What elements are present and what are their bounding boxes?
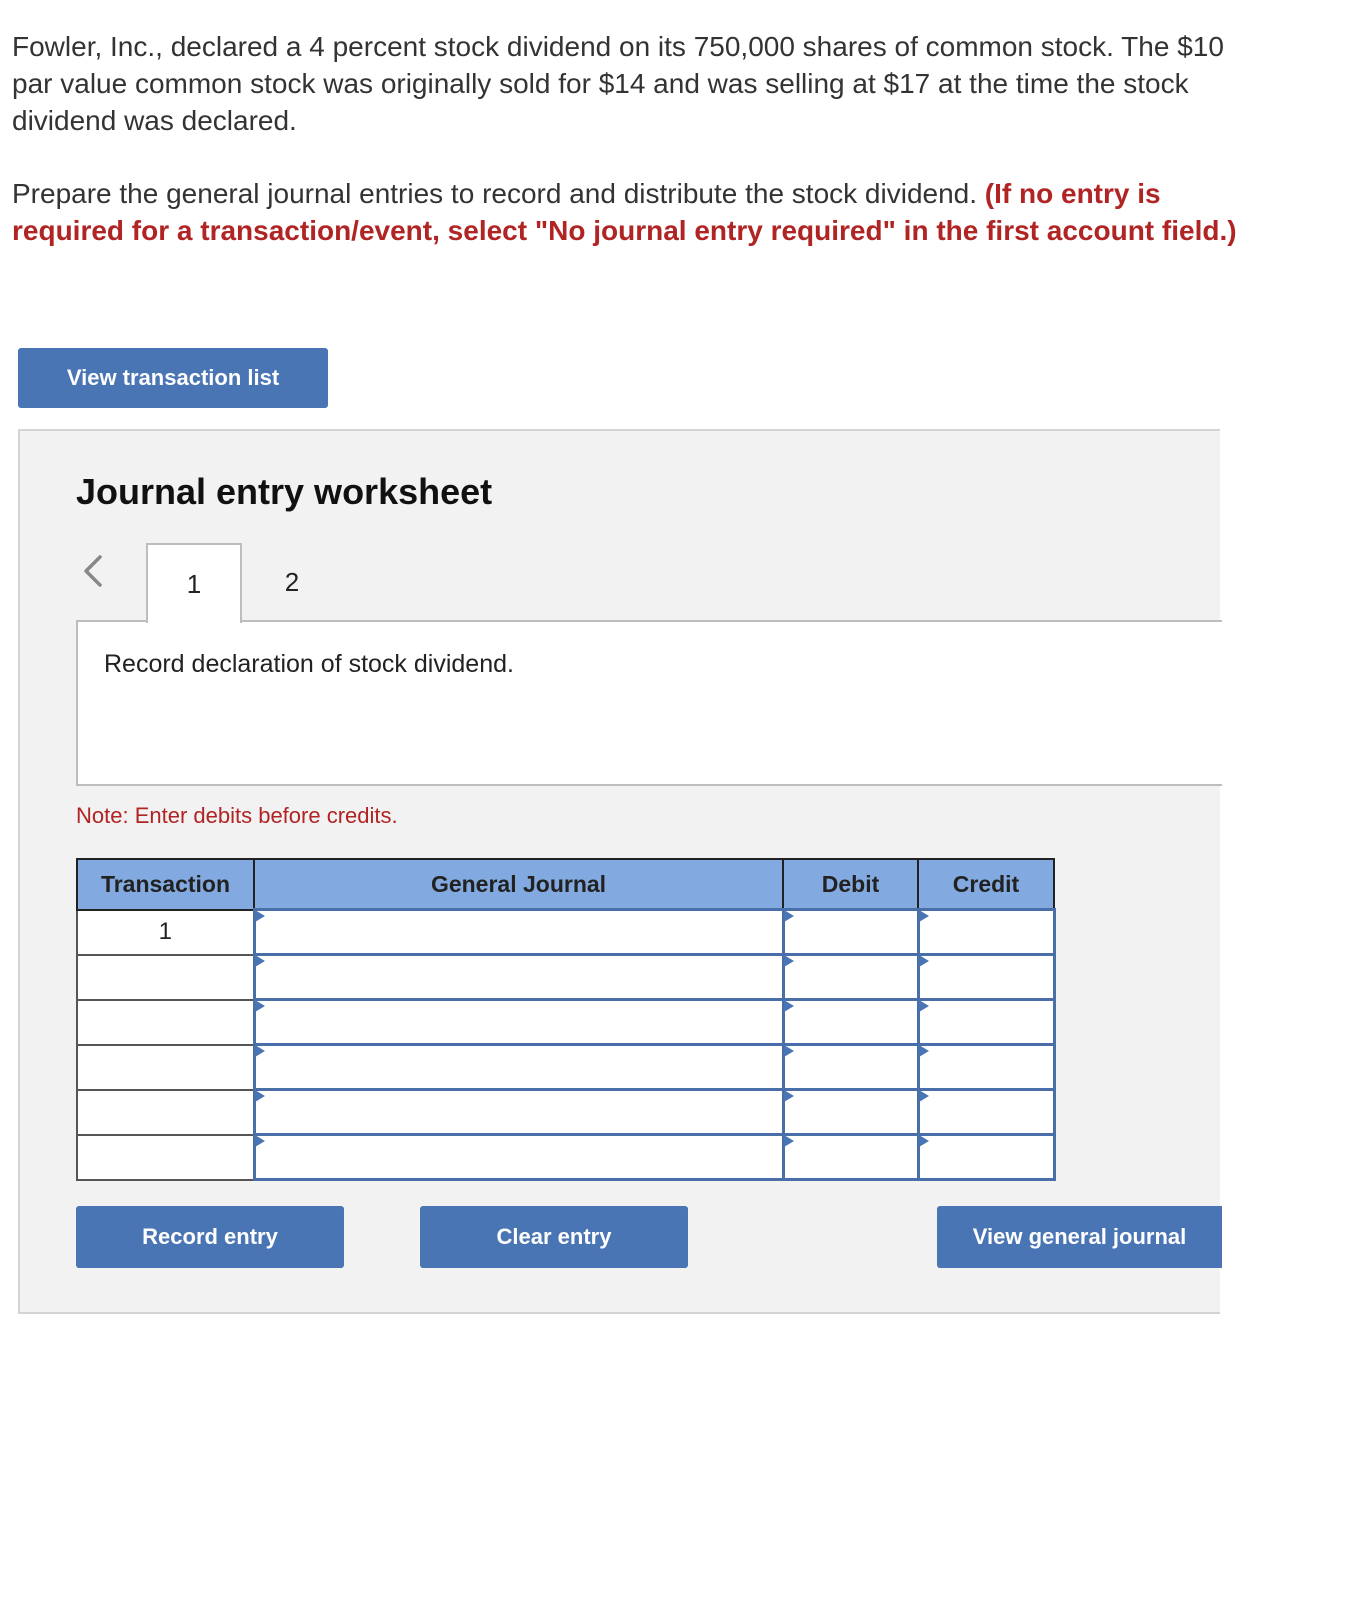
- credit-input[interactable]: [920, 1091, 1053, 1133]
- transaction-description: Record declaration of stock dividend.: [104, 650, 514, 678]
- table-row: [77, 910, 1054, 955]
- account-select[interactable]: [254, 1045, 783, 1090]
- dropdown-triangle-icon: [255, 955, 265, 967]
- tab-2[interactable]: 2: [284, 566, 300, 597]
- transaction-cell: [77, 955, 254, 1000]
- clear-entry-button[interactable]: Clear entry: [420, 1206, 688, 1268]
- debit-input[interactable]: [785, 956, 917, 998]
- record-entry-button[interactable]: Record entry: [76, 1206, 344, 1268]
- note-text: Note: Enter debits before credits.: [76, 803, 398, 828]
- header-credit: Credit: [918, 859, 1054, 910]
- debit-field[interactable]: [783, 1045, 918, 1090]
- account-input[interactable]: [256, 911, 782, 953]
- credit-field[interactable]: [918, 955, 1054, 1000]
- triangle-icon: [784, 955, 794, 967]
- triangle-icon: [919, 910, 929, 922]
- description-box: [76, 620, 1222, 786]
- account-select[interactable]: [254, 1090, 783, 1135]
- credit-field[interactable]: [918, 1090, 1054, 1135]
- account-input[interactable]: [256, 1136, 782, 1178]
- instructions-main: Prepare the general journal entries to record and distribute the stock dividend.: [12, 178, 985, 209]
- account-select[interactable]: [254, 1135, 783, 1180]
- account-select[interactable]: [254, 910, 783, 955]
- debit-input[interactable]: [785, 1001, 917, 1043]
- debit-field[interactable]: [783, 910, 918, 955]
- account-input[interactable]: [256, 1091, 782, 1133]
- view-general-journal-button[interactable]: View general journal: [937, 1206, 1222, 1268]
- table-row: [77, 1090, 1054, 1135]
- transaction-cell: [77, 1045, 254, 1090]
- chevron-left-icon[interactable]: [78, 553, 108, 589]
- table-row: [77, 1045, 1054, 1090]
- triangle-icon: [784, 1045, 794, 1057]
- credit-input[interactable]: [920, 956, 1053, 998]
- credit-field[interactable]: [918, 910, 1054, 955]
- dropdown-triangle-icon: [255, 1000, 265, 1012]
- transaction-cell: [77, 1090, 254, 1135]
- problem-text: Fowler, Inc., declared a 4 percent stock dividend on its 750,000 shares of common stock. The $10 par value common stock was originally sold for $14 and was selling at $17 at the time the stock dividend was declared.: [12, 31, 1224, 136]
- dropdown-triangle-icon: [255, 910, 265, 922]
- table-header-row: [77, 859, 1054, 910]
- account-select[interactable]: [254, 955, 783, 1000]
- account-input[interactable]: [256, 956, 782, 998]
- debit-field[interactable]: [783, 1090, 918, 1135]
- tab-1[interactable]: 1: [146, 543, 242, 623]
- credit-field[interactable]: [918, 1135, 1054, 1180]
- triangle-icon: [784, 1000, 794, 1012]
- triangle-icon: [784, 910, 794, 922]
- instructions-emphasis: (If no entry is required for a transaction/event, select "No journal entry required" in the first account field.): [12, 178, 1237, 246]
- journal-entry-worksheet: [18, 429, 1220, 1314]
- transaction-cell: 1: [77, 910, 254, 955]
- credit-field[interactable]: [918, 1045, 1054, 1090]
- debit-field[interactable]: [783, 1000, 918, 1045]
- dropdown-triangle-icon: [255, 1135, 265, 1147]
- debit-field[interactable]: [783, 955, 918, 1000]
- dropdown-triangle-icon: [255, 1045, 265, 1057]
- debit-input[interactable]: [785, 1136, 917, 1178]
- credit-field[interactable]: [918, 1000, 1054, 1045]
- dropdown-triangle-icon: [255, 1090, 265, 1102]
- triangle-icon: [919, 1090, 929, 1102]
- table-row: [77, 955, 1054, 1000]
- triangle-icon: [919, 1135, 929, 1147]
- credit-input[interactable]: [920, 1046, 1053, 1088]
- journal-table: [76, 858, 1056, 1181]
- header-transaction: Transaction: [77, 859, 254, 910]
- header-general-journal: General Journal: [254, 859, 783, 910]
- credit-input[interactable]: [920, 1001, 1053, 1043]
- header-debit: Debit: [783, 859, 918, 910]
- table-row: [77, 1000, 1054, 1045]
- transaction-cell: [77, 1000, 254, 1045]
- instructions: [12, 175, 1242, 249]
- debit-input[interactable]: [785, 1046, 917, 1088]
- triangle-icon: [784, 1135, 794, 1147]
- table-row: [77, 1135, 1054, 1180]
- account-input[interactable]: [256, 1001, 782, 1043]
- triangle-icon: [919, 955, 929, 967]
- worksheet-title: Journal entry worksheet: [76, 471, 493, 512]
- triangle-icon: [919, 1045, 929, 1057]
- triangle-icon: [784, 1090, 794, 1102]
- credit-input[interactable]: [920, 911, 1053, 953]
- transaction-cell: [77, 1135, 254, 1180]
- triangle-icon: [919, 1000, 929, 1012]
- view-transaction-list-button[interactable]: View transaction list: [18, 348, 328, 408]
- debit-input[interactable]: [785, 911, 917, 953]
- account-select[interactable]: [254, 1000, 783, 1045]
- debit-input[interactable]: [785, 1091, 917, 1133]
- debit-field[interactable]: [783, 1135, 918, 1180]
- account-input[interactable]: [256, 1046, 782, 1088]
- credit-input[interactable]: [920, 1136, 1053, 1178]
